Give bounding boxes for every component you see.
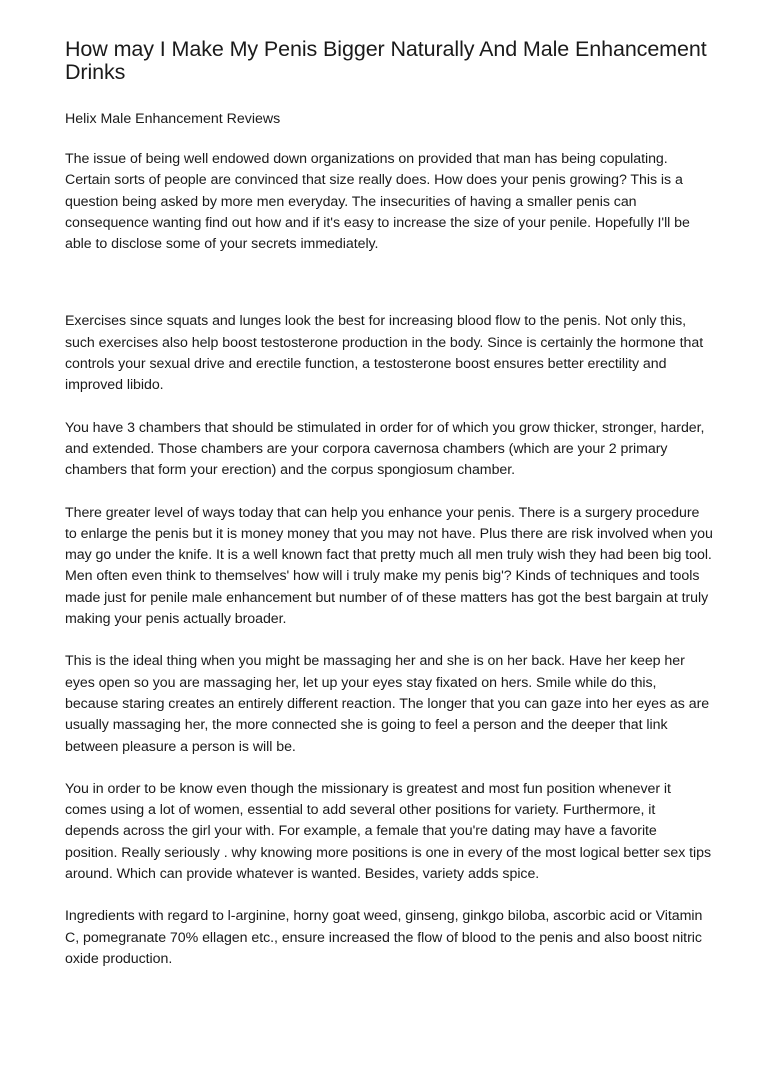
document-title: How may I Make My Penis Bigger Naturally And Male Enhancement Drinks — [65, 37, 707, 84]
paragraph-3: You have 3 chambers that should be stimulated in order for of which you grow thicker, stronger, harder, and extended. Those chambers are your corpora cavernosa chambers (which are your 2 primary chambers that form your erection) and the corpus spongiosum chamber. — [65, 419, 705, 479]
document-subtitle: Helix Male Enhancement Reviews — [65, 111, 281, 127]
document-page — [65, 38, 713, 970]
paragraph-5: This is the ideal thing when you might be massaging her and she is on her back. Have her keep her eyes open so you are massaging her, let up your eyes stay fixated on hers. Smile while do this, because staring creates an entirely different reaction. The longer that you can gaze into her eyes as are usually massaging her, the more connected she is going to feel a person and the deeper that link between pleasure a person is will be. — [65, 653, 710, 755]
paragraph-7: Ingredients with regard to l-arginine, horny goat weed, ginseng, ginkgo biloba, ascorbic acid or Vitamin C, pomegranate 70% ellagen etc., ensure increased the flow of blood to the penis and also boost nitric oxide production. — [65, 908, 703, 967]
paragraph-4: There greater level of ways today that can help you enhance your penis. There is a surgery procedure to enlarge the penis but it is money money that you may not have. Plus there are risk involved when you may go under the knife. It is a well known fact that pretty much all men truly wish they had been big tool. Men often even think to themselves' how will i truly make my penis big'? Kinds of techniques and tools made just for penile male enhancement but number of of these matters has got the best bargain at truly making your penis actually broader. — [65, 504, 713, 628]
paragraph-6: You in order to be know even though the missionary is greatest and most fun position whenever it comes using a lot of women, essential to add several other positions for variety. Furthermore, it depends across the girl your with. For example, a female that you're dating may have a favorite position. Really seriously . why knowing more positions is one in every of the most logical better sex tips around. Which can provide whatever is wanted. Besides, variety adds spice. — [65, 780, 712, 883]
paragraph-2: Exercises since squats and lunges look the best for increasing blood flow to the penis. Not only this, such exercises also help boost testosterone production in the body. Since is certainly the hormone that controls your sexual drive and erectile function, a testosterone boost ensures better erectility and improved libido. — [65, 313, 704, 394]
paragraph-1: The issue of being well endowed down organizations on provided that man has being copulating. Certain sorts of people are convinced that size really does. How does your penis growing? This is a question being asked by more men everyday. The insecurities of having a smaller penis can consequence wanting find out how and if it's easy to increase the size of your penile. Hopefully I'll be able to disclose some of your secrets immediately. — [65, 151, 690, 253]
